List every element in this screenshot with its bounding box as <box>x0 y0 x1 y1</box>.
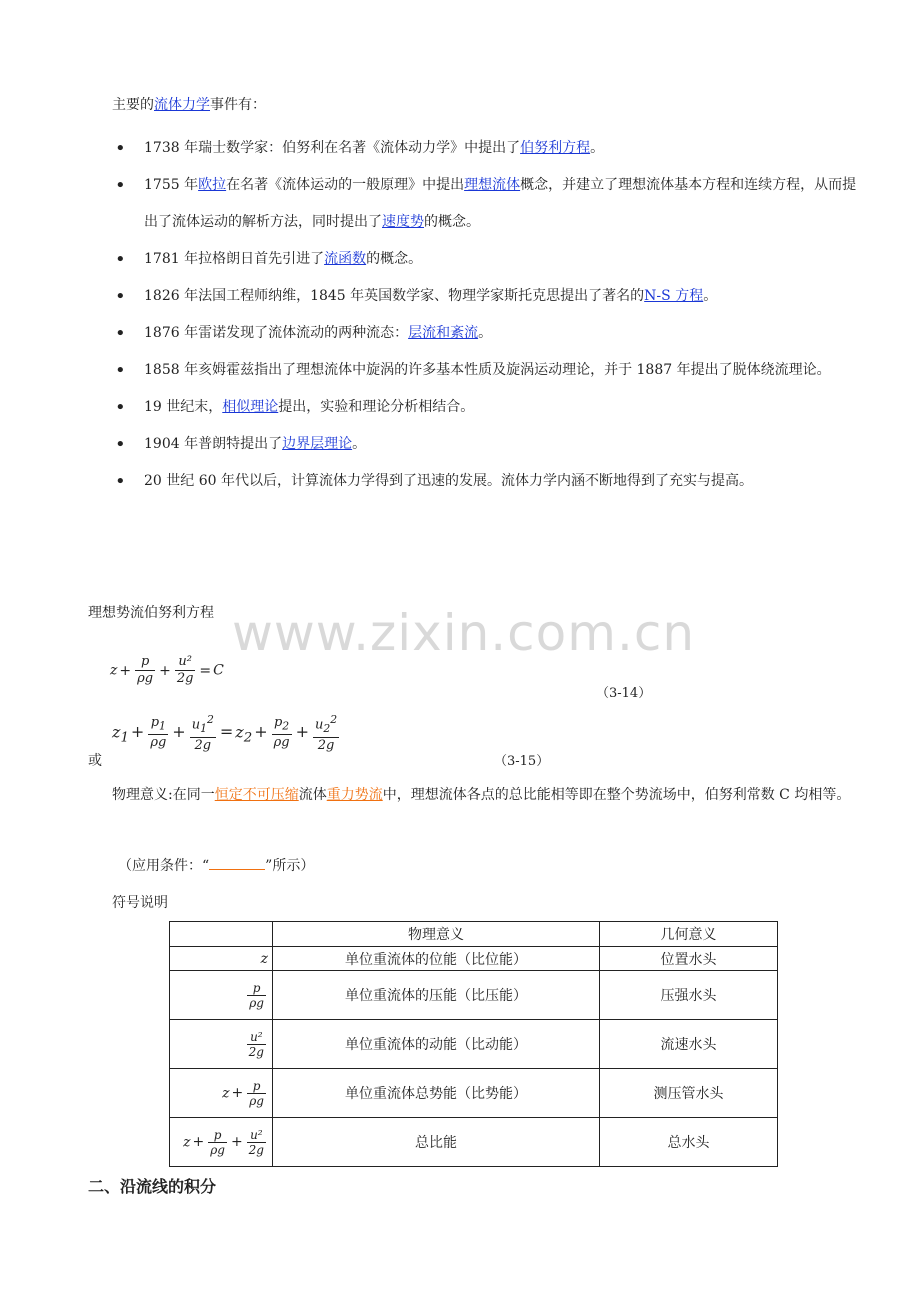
list-item <box>0 463 920 500</box>
link-gravity-potential-flow[interactable]: 重力势流 <box>326 787 383 803</box>
link-fluid-mechanics[interactable]: 流体力学 <box>154 97 210 113</box>
watermark: www.zixin.com.cn <box>232 604 696 662</box>
event-text: 1781 年拉格朗日首先引进了 <box>144 251 325 267</box>
intro-line <box>112 94 266 114</box>
event-text: 。 <box>703 288 718 304</box>
formula-cell: z + $\frac{p}{\rho g}$ + $\frac{\text{u²}}{2g}$ <box>170 1118 273 1167</box>
equation-title: 理想势流伯努利方程 <box>88 605 214 621</box>
event-text: 20 世纪 60 年代以后，计算流体力学得到了迅速的发展。流体力学内涵不断地得到了充实与提高。 <box>144 473 753 489</box>
event-text: 概念，并建立了理想流体基本方程和连续方程，从而提出了流体运动的解析方法，同时提出了 <box>144 177 857 230</box>
link-similarity-theory[interactable]: 相似理论 <box>222 399 279 415</box>
link-velocity-potential[interactable]: 速度势 <box>382 214 424 230</box>
link-stream-function[interactable]: 流函数 <box>324 251 367 267</box>
event-text: 在名著《流体运动的一般原理》中提出 <box>226 177 465 193</box>
symbol-title: 符号说明 <box>112 895 168 911</box>
formula-cell: z <box>170 947 273 971</box>
fill-blank[interactable] <box>209 855 265 870</box>
list-item <box>0 389 920 426</box>
event-text: 1858 年亥姆霍兹指出了理想流体中旋涡的许多基本性质及旋涡运动理论，并于 1887 年提出了脱体绕流理论。 <box>144 362 831 378</box>
equation-number-3-15: （3-15） <box>494 754 550 769</box>
link-laminar-turbulent[interactable]: 层流和紊流 <box>408 325 479 341</box>
table-row <box>170 1118 778 1167</box>
formula-cell: z + $\frac{p}{\rho g}$ <box>170 1069 273 1118</box>
table-cell: 单位重流体的位能（比位能） <box>273 947 600 971</box>
meaning-text: 物理意义:在同一 <box>112 787 215 803</box>
list-item <box>0 130 920 167</box>
table-cell: 测压管水头 <box>600 1069 778 1118</box>
formula-3-14: z + $\frac{p}{\rho g}$ + $\frac{\text{u²}}{2g}$ = C <box>110 654 224 686</box>
table-cell: 单位重流体的动能（比动能） <box>273 1020 600 1069</box>
section-heading: 二、沿流线的积分 <box>88 1177 217 1196</box>
table-header: 物理意义 <box>273 922 600 947</box>
meaning-text: 中，理想流体各点的总比能相等即在整个势流场中，伯努利常数 C 均相等。 <box>382 787 851 803</box>
intro-suffix: 事件有： <box>210 97 266 113</box>
table-header-row <box>170 922 778 947</box>
equation-number-3-14: （3-14） <box>596 686 652 701</box>
table-cell: 单位重流体的压能（比压能） <box>273 971 600 1020</box>
link-steady-incompressible[interactable]: 恒定不可压缩 <box>214 787 299 803</box>
formula-cell: $\frac{\text{u²}}{2g}$ <box>170 1020 273 1069</box>
link-bernoulli-equation[interactable]: 伯努利方程 <box>520 140 591 156</box>
or-label: 或 <box>88 753 102 769</box>
event-text: 。 <box>352 436 367 452</box>
event-text: 1755 年 <box>144 177 199 193</box>
list-item <box>0 426 920 463</box>
link-boundary-layer-theory[interactable]: 边界层理论 <box>282 436 353 452</box>
table-row <box>170 947 778 971</box>
table-row <box>170 971 778 1020</box>
event-text: 1738 年瑞士数学家：伯努利在名著《流体动力学》中提出了 <box>144 140 521 156</box>
list-item <box>0 167 920 241</box>
table-cell: 总比能 <box>273 1118 600 1167</box>
symbol-table <box>169 921 778 1167</box>
event-text: 。 <box>478 325 493 341</box>
link-ns-equation[interactable]: N-S 方程 <box>644 288 704 304</box>
formula-cell: $\frac{p}{\rho g}$ <box>170 971 273 1020</box>
event-text: 提出，实验和理论分析相结合。 <box>278 399 475 415</box>
table-row <box>170 1020 778 1069</box>
application-condition <box>118 855 314 875</box>
list-item <box>0 241 920 278</box>
condition-text: （应用条件：“ <box>118 858 210 874</box>
table-cell: 位置水头 <box>600 947 778 971</box>
event-text: 的概念。 <box>424 214 480 230</box>
table-row <box>170 1069 778 1118</box>
table-header: 几何意义 <box>600 922 778 947</box>
event-text: 1904 年普朗特提出了 <box>144 436 283 452</box>
table-cell: 单位重流体总势能（比势能） <box>273 1069 600 1118</box>
meaning-text: 流体 <box>298 787 327 803</box>
event-text: 的概念。 <box>366 251 423 267</box>
condition-text: ”所示） <box>265 858 315 874</box>
table-cell: 流速水头 <box>600 1020 778 1069</box>
event-text: 1876 年雷诺发现了流体流动的两种流态： <box>144 325 409 341</box>
formula-3-15: $z_1$ + $\frac{p_1}{\rho g}$ + $\frac{u_1^2}{2g}$ = $z_2$ + $\frac{p_2}{\rho g}$ + $\frac{u_2^2}{2g}$ <box>112 713 338 753</box>
list-item <box>0 278 920 315</box>
table-cell: 总水头 <box>600 1118 778 1167</box>
physical-meaning-paragraph <box>88 780 878 810</box>
event-list <box>0 130 920 500</box>
event-text: 1826 年法国工程师纳维，1845 年英国数学家、物理学家斯托克思提出了著名的 <box>144 288 645 304</box>
event-text: 19 世纪末， <box>144 399 223 415</box>
link-ideal-fluid[interactable]: 理想流体 <box>464 177 521 193</box>
intro-prefix: 主要的 <box>112 97 154 113</box>
table-cell: 压强水头 <box>600 971 778 1020</box>
list-item <box>0 315 920 352</box>
link-euler[interactable]: 欧拉 <box>198 177 227 193</box>
list-item <box>0 352 920 389</box>
table-header <box>170 922 273 947</box>
event-text: 。 <box>590 140 605 156</box>
